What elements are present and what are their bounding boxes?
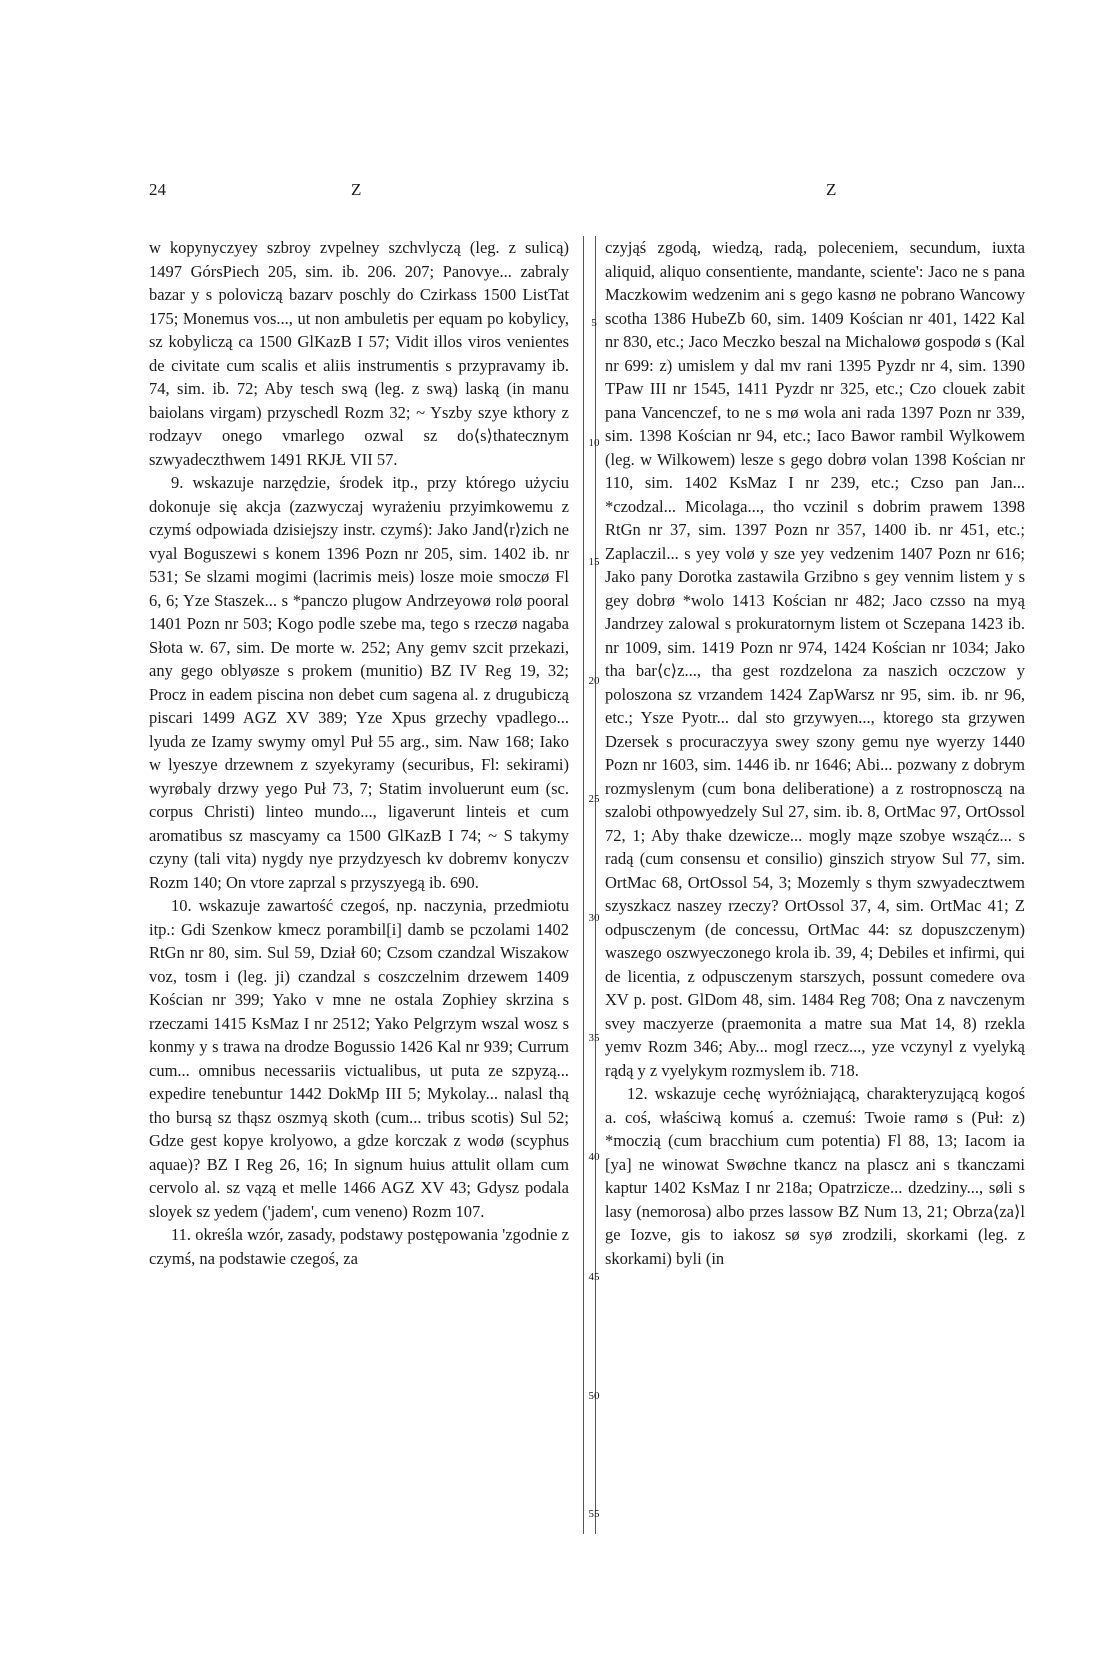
left-column xyxy=(149,236,569,1270)
entry-paragraph: 11. określa wzór, zasady, podstawy postępowania 'zgodnie z czymś, na podstawie czegoś, za xyxy=(149,1225,569,1268)
entry-paragraph: 12. wskazuje cechę wyróżniającą, charakteryzującą kogoś a. coś, właściwą komuś a. czemuś: Twoie ramø s (Puł: z) *moczią (cum bracchium cum potentia) Fl 88, 13; Iacom ia [ya] ne winowat Swøchne tkancz na plascz ani s tkanczami kaptur 1402 KsMaz I nr 218a; Opatrzicze... dzedziny..., søli s lasy (nemorosa) albo przes lassow BZ Num 13, 21; Obrza⟨za⟩l ge Iozve, gis to iakosz sø syø zrodzili, skorkami (leg. z skorkami) byli (in xyxy=(605,1084,1025,1268)
line-number: 5 xyxy=(591,317,597,329)
page-number: 24 xyxy=(149,180,166,199)
running-head-left: Z xyxy=(351,180,362,199)
running-head-right: Z xyxy=(826,180,837,199)
line-number: 35 xyxy=(588,1032,600,1044)
line-number: 25 xyxy=(588,793,600,805)
line-number: 45 xyxy=(588,1271,600,1283)
line-number: 50 xyxy=(588,1390,600,1402)
column-divider-left xyxy=(583,236,584,1534)
entry-paragraph: 10. wskazuje zawartość czegoś, np. naczynia, przedmiotu itp.: Gdi Szenkow kmecz porambil[i] damb se pczolami 1402 RtGn nr 80, sim. Sul 59, Dział 60; Czsom czandzal Wiszakow voz, tosm i (leg. ji) czandzal s coszczelnim drzewem 1409 Kościan nr 399; Yako v mne ne ostala Zophiey skrzina s rzeczami 1415 KsMaz I nr 2512; Yako Pelgrzym wszal wosz s konmy y s trawa na drodze Bogussio 1426 Kal nr 939; Currum cum... omnibus necessariis victualibus, ut puta ze szpyzą... expedire tenebuntur 1442 DokMp III 5; Mykolay... nalasl thą tho bursą sz thąsz oszmyą skoth (cum... tribus scotis) Sul 52; Gdze gest kopye krolyowo, a gdze korczak z wodø (scyphus aquae)? BZ I Reg 26, 16; In signum huius attulit ollam cum cervolo al. sz vązą et melle 1466 AGZ XV 43; Gdysz podala sloyek sz yedem ('jadem', cum veneno) Rozm 107. xyxy=(149,896,569,1221)
line-number: 20 xyxy=(588,675,600,687)
line-number-gutter xyxy=(586,236,606,1534)
line-number: 30 xyxy=(588,912,600,924)
line-number: 10 xyxy=(588,437,600,449)
entry-paragraph: 9. wskazuje narzędzie, środek itp., przy którego użyciu dokonuje się akcja (zazwyczaj wyrażeniu przyimkowemu z czymś odpowiada dzisiejszy instr. czymś): Jako Jand⟨r⟩zich ne vyal Boguszewi s konem 1396 Pozn nr 205, sim. 1402 ib. nr 531; Se slzami mogimi (lacrimis meis) losze moie smoczø Fl 6, 6; Yze Staszek... s *panczo plugow Andrzeyowø rolø pooral 1401 Pozn nr 503; Kogo podle szebe ma, tego s rzeczø nagaba Słota w. 67, sim. De morte w. 252; Any gemv szcit przekazi, any gego oblyøsze s prokem (munitio) BZ IV Reg 19, 32; Procz in eadem piscina non debet cum sagena al. z drugubiczą piscari 1499 AGZ XV 389; Yze Xpus grzechy vpadlego... lyuda ze Izamy swymy omyl Puł 55 arg., sim. Naw 168; Iako w lyeszye drzewnem z szyekyramy (securibus, Fl: sekirami) wyrøbaly drzwy yego Puł 73, 7; Statim involuerunt eum (sc. corpus Christi) linteo mundo..., ligaverunt linteis et cum aromatibus sz mascyamy ca 1500 GlKazB I 74; ~ S takymy czyny (tali vita) nygdy nye przydzyesch kv dobremv konyczv Rozm 140; On vtore zaprzal s przyszyegą ib. 690. xyxy=(149,473,569,892)
line-number: 55 xyxy=(588,1508,600,1520)
line-number: 40 xyxy=(588,1151,600,1163)
entry-paragraph: w kopynyczyey szbroy zvpelney szchvlyczą (leg. z sulicą) 1497 GórsPiech 205, sim. ib. 206. 207; Panovye... zabraly bazar y s poloviczą bazarv poschly do Czirkass 1500 ListTat 175; Monemus vos..., ut non ambuletis per equam po kobylicy, sz kobyliczą ca 1500 GlKazB I 57; Vidit illos viros venientes de civitate cum scalis et aliis instrumentis s przypravamy ib. 74, sim. ib. 72; Aby tesch swą (leg. z swą) laską (in manu baiolans virgam) przyschedl Rozm 32; ~ Yszby szye kthory z rodzayv onego vmarlego ozwal sz do⟨s⟩thatecznym szwyadeczthwem 1491 RKJŁ VII 57. xyxy=(149,238,569,469)
entry-paragraph: czyjąś zgodą, wiedzą, radą, poleceniem, secundum, iuxta aliquid, aliquo consentiente, mandante, sciente': Jaco ne s pana Maczkowim wedzenim ani s gego kasnø ne pobrano Wancowy scotha 1386 HubeZb 60, sim. 1409 Kościan nr 401, 1422 Kal nr 830, etc.; Jaco Meczko beszal na Michalowø gospodø s (Kal nr 699: z) umislem y dal mv rani 1395 Pyzdr nr 4, sim. 1390 TPaw III nr 1545, 1411 Pyzdr nr 325, etc.; Czo clouek zabit pana Vancenczef, to ne s mø wola ani rada 1397 Pozn nr 339, sim. 1398 Kościan nr 94, etc.; Iaco Bawor rambil Wylkowem (leg. w Wilkowem) lesze s gego dobrø volan 1398 Kościan nr 110, sim. 1402 KsMaz I nr 239, etc.; Czso pan Jan... *czodzal... Micolaga..., tho vczinil s dobrim prawem 1398 RtGn nr 37, sim. 1397 Pozn nr 357, 1400 ib. nr 451, etc.; Zaplaczil... s yey volø y sze yey vedzenim 1407 Pozn nr 616; Jako pany Dorotka zastawila Grzibno s gey vennim listem y s gey dobrø *wolo 1413 Kościan nr 482; Jaco czsso na myą Jandrzey zalowal s prokuratornym listem ot Sczepana 1423 ib. nr 1009, sim. 1419 Pozn nr 974, 1424 Kościan nr 1034; Jako tha bar⟨c⟩z..., tha gest rozdzelona za naszich oczczow y poloszona sz vrzandem 1424 ZapWarsz nr 95, sim. ib. nr 96, etc.; Ysze Pyotr... dal sto grzywyen..., ktorego sta grzywen Dzersek s procuraczyya swey szony gemu nye wyerzy 1440 Pozn nr 1603, sim. 1446 ib. nr 1646; Abi... pozwany z dobrym rozmyslenym (cum bona deliberatione) a z rostropnosczą na szalobi othpowyedzely Sul 27, sim. ib. 8, OrtMac 97, OrtOssol 72, 1; Aby thake dzewicze... mogly mąze szobye wsząćz... s radą (cum consensu et consilio) ginszich stryow Sul 77, sim. OrtMac 68, OrtOssol 54, 3; Mozemly s thym szwyadecztwem szyszkacz naszey rzeczy? OrtOssol 37, 4, sim. OrtMac 41; Z odpusczenym (de concessu, OrtMac 44: sz dopuszczenym) waszego oszwyeczonego krola ib. 39, 4; Debiles et infirmi, qui de licentia, z odpusczenym starszych, possunt comedere ova XV p. post. GlDom 48, sim. 1484 Reg 708; Ona z navczenym svey maczyerze (praemonita a matre sua Mat 14, 8) rzekla yemv Rozm 346; Aby... mogl rzecz..., yze vczynyl z vyelyką rądą y z vyelykym rozmyslem ib. 718. xyxy=(605,238,1025,1080)
line-number: 15 xyxy=(588,556,600,568)
right-column xyxy=(605,236,1025,1270)
